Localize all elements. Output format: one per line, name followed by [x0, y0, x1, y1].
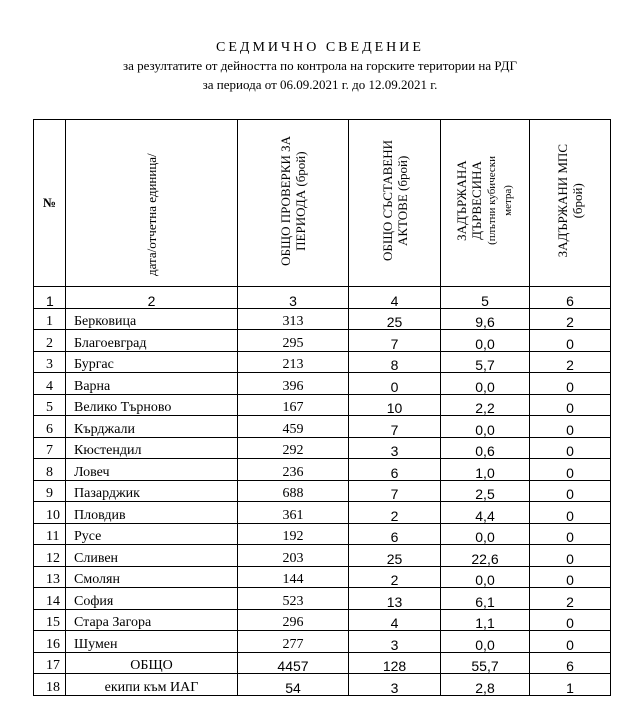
- table-header-row: [34, 120, 611, 287]
- checks-count: 167: [238, 394, 349, 416]
- vehicles-count: 2: [530, 351, 611, 373]
- table-row: [34, 351, 611, 373]
- table-row: [34, 609, 611, 631]
- checks-count: 361: [238, 502, 349, 524]
- vehicles-count: 0: [530, 523, 611, 545]
- unit-name: екипи към ИАГ: [66, 674, 238, 696]
- row-number: 1: [34, 308, 66, 330]
- vehicles-count: 0: [530, 330, 611, 352]
- acts-count: 25: [349, 308, 441, 330]
- acts-count: 7: [349, 330, 441, 352]
- report-table: [33, 119, 611, 696]
- unit-name: Ловеч: [66, 459, 238, 481]
- checks-count: 236: [238, 459, 349, 481]
- header-wood-label: ЗАДЪРЖАНА ДЪРВЕСИНА (плътни кубически метра): [454, 156, 514, 245]
- row-number: 4: [34, 373, 66, 395]
- acts-count: 2: [349, 566, 441, 588]
- wood-volume: 9,6: [441, 308, 530, 330]
- header-unit: [66, 120, 238, 287]
- wood-volume: 0,0: [441, 523, 530, 545]
- table-row: [34, 308, 611, 330]
- acts-count: 4: [349, 609, 441, 631]
- row-number: 9: [34, 480, 66, 502]
- row-number: 2: [34, 330, 66, 352]
- wood-volume: 55,7: [441, 652, 530, 674]
- vehicles-count: 0: [530, 459, 611, 481]
- row-number: 16: [34, 631, 66, 653]
- wood-volume: 0,0: [441, 631, 530, 653]
- vehicles-count: 0: [530, 416, 611, 438]
- wood-volume: 6,1: [441, 588, 530, 610]
- row-number: 7: [34, 437, 66, 459]
- unit-name: София: [66, 588, 238, 610]
- acts-count: 6: [349, 459, 441, 481]
- wood-volume: 1,1: [441, 609, 530, 631]
- checks-count: 295: [238, 330, 349, 352]
- header-mps-label: ЗАДЪРЖАНИ МПС (брой): [555, 143, 585, 258]
- vehicles-count: 1: [530, 674, 611, 696]
- checks-count: 313: [238, 308, 349, 330]
- wood-volume: 0,0: [441, 330, 530, 352]
- header-unit-label: дата/отчетна единица/: [144, 152, 159, 276]
- unit-name: Смолян: [66, 566, 238, 588]
- unit-name: Варна: [66, 373, 238, 395]
- unit-name: Русе: [66, 523, 238, 545]
- vehicles-count: 0: [530, 566, 611, 588]
- header-number: №: [34, 120, 66, 287]
- table-row: [34, 631, 611, 653]
- checks-count: 144: [238, 566, 349, 588]
- vehicles-count: 2: [530, 588, 611, 610]
- vehicles-count: 0: [530, 437, 611, 459]
- checks-count: 213: [238, 351, 349, 373]
- row-number: 12: [34, 545, 66, 567]
- checks-count: 396: [238, 373, 349, 395]
- row-number: 11: [34, 523, 66, 545]
- index-cell: 4: [349, 287, 441, 309]
- header-wood: [441, 120, 530, 287]
- row-number: 8: [34, 459, 66, 481]
- checks-count: 277: [238, 631, 349, 653]
- vehicles-count: 0: [530, 480, 611, 502]
- document-header: [0, 40, 640, 94]
- vehicles-count: 0: [530, 545, 611, 567]
- row-number: 5: [34, 394, 66, 416]
- index-cell: 5: [441, 287, 530, 309]
- table-row: [34, 416, 611, 438]
- table-row: [34, 330, 611, 352]
- unit-name: Благоевград: [66, 330, 238, 352]
- checks-count: 292: [238, 437, 349, 459]
- acts-count: 7: [349, 416, 441, 438]
- wood-volume: 0,6: [441, 437, 530, 459]
- table-row: [34, 502, 611, 524]
- acts-count: 7: [349, 480, 441, 502]
- document-title: СЕДМИЧНО СВЕДЕНИЕ: [216, 40, 424, 55]
- unit-name: Сливен: [66, 545, 238, 567]
- row-number: 13: [34, 566, 66, 588]
- row-number: 17: [34, 652, 66, 674]
- wood-volume: 2,2: [441, 394, 530, 416]
- acts-count: 13: [349, 588, 441, 610]
- index-cell: 6: [530, 287, 611, 309]
- unit-name: ОБЩО: [66, 652, 238, 674]
- row-number: 18: [34, 674, 66, 696]
- document-subtitle: за резултатите от дейността по контрола на горските територии на РДГ: [122, 58, 518, 73]
- checks-count: 523: [238, 588, 349, 610]
- row-number: 15: [34, 609, 66, 631]
- wood-volume: 22,6: [441, 545, 530, 567]
- iag-row: [34, 674, 611, 696]
- vehicles-count: 0: [530, 502, 611, 524]
- table-row: [34, 373, 611, 395]
- unit-name: Велико Търново: [66, 394, 238, 416]
- vehicles-count: 0: [530, 373, 611, 395]
- table-row: [34, 588, 611, 610]
- index-cell: 1: [34, 287, 66, 309]
- row-number: 3: [34, 351, 66, 373]
- document-period: за периода от 06.09.2021 г. до 12.09.2021 г.: [202, 77, 438, 92]
- checks-count: 203: [238, 545, 349, 567]
- acts-count: 8: [349, 351, 441, 373]
- unit-name: Шумен: [66, 631, 238, 653]
- table-row: [34, 394, 611, 416]
- unit-name: Стара Загора: [66, 609, 238, 631]
- wood-volume: 2,5: [441, 480, 530, 502]
- header-acts-label: ОБЩО СЪСТАВЕНИ АКТОВЕ (брой): [379, 139, 410, 262]
- checks-count: 688: [238, 480, 349, 502]
- header-acts: [349, 120, 441, 287]
- acts-count: 3: [349, 674, 441, 696]
- row-number: 10: [34, 502, 66, 524]
- total-row: [34, 652, 611, 674]
- vehicles-count: 0: [530, 609, 611, 631]
- checks-count: 459: [238, 416, 349, 438]
- unit-name: Бургас: [66, 351, 238, 373]
- row-number: 14: [34, 588, 66, 610]
- column-index-row: [34, 287, 611, 309]
- header-checks: [238, 120, 349, 287]
- checks-count: 296: [238, 609, 349, 631]
- checks-count: 4457: [238, 652, 349, 674]
- acts-count: 6: [349, 523, 441, 545]
- vehicles-count: 2: [530, 308, 611, 330]
- unit-name: Кюстендил: [66, 437, 238, 459]
- acts-count: 25: [349, 545, 441, 567]
- checks-count: 192: [238, 523, 349, 545]
- wood-volume: 1,0: [441, 459, 530, 481]
- table-row: [34, 480, 611, 502]
- vehicles-count: 0: [530, 394, 611, 416]
- wood-volume: 5,7: [441, 351, 530, 373]
- checks-count: 54: [238, 674, 349, 696]
- table-row: [34, 566, 611, 588]
- wood-volume: 0,0: [441, 416, 530, 438]
- acts-count: 2: [349, 502, 441, 524]
- wood-volume: 2,8: [441, 674, 530, 696]
- header-checks-label: ОБЩО ПРОВЕРКИ ЗА ПЕРИОДА (брой): [278, 135, 308, 266]
- vehicles-count: 0: [530, 631, 611, 653]
- index-cell: 2: [66, 287, 238, 309]
- acts-count: 3: [349, 631, 441, 653]
- wood-volume: 0,0: [441, 566, 530, 588]
- table-row: [34, 459, 611, 481]
- unit-name: Кърджали: [66, 416, 238, 438]
- unit-name: Пловдив: [66, 502, 238, 524]
- table-row: [34, 437, 611, 459]
- wood-volume: 4,4: [441, 502, 530, 524]
- acts-count: 0: [349, 373, 441, 395]
- unit-name: Берковица: [66, 308, 238, 330]
- acts-count: 10: [349, 394, 441, 416]
- acts-count: 3: [349, 437, 441, 459]
- header-mps: [530, 120, 611, 287]
- table-row: [34, 523, 611, 545]
- acts-count: 128: [349, 652, 441, 674]
- index-cell: 3: [238, 287, 349, 309]
- unit-name: Пазарджик: [66, 480, 238, 502]
- row-number: 6: [34, 416, 66, 438]
- wood-volume: 0,0: [441, 373, 530, 395]
- vehicles-count: 6: [530, 652, 611, 674]
- table-row: [34, 545, 611, 567]
